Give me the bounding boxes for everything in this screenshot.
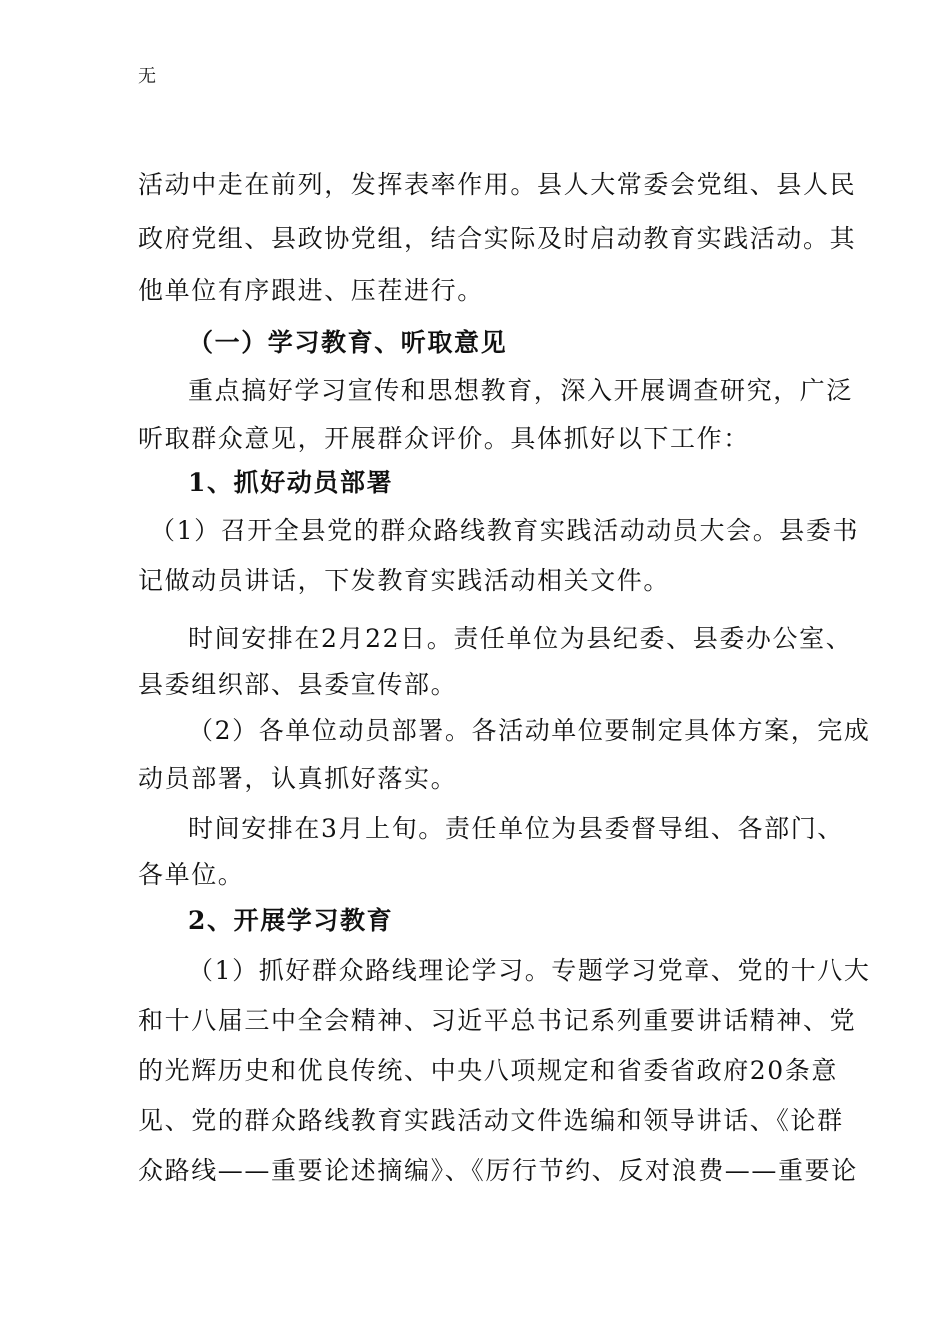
body-line: 县委组织部、县委宣传部。 <box>138 670 458 699</box>
body-line: 各单位。 <box>138 860 245 889</box>
body-line: 政府党组、县政协党组，结合实际及时启动教育实践活动。其 <box>138 224 857 253</box>
body-line: （1）召开全县党的群众路线教育实践活动动员大会。县委书 <box>150 516 860 545</box>
body-line: 时间安排在2月22日。责任单位为县纪委、县委办公室、 <box>188 624 853 653</box>
body-line: 听取群众意见，开展群众评价。具体抓好以下工作： <box>138 424 750 453</box>
body-line: （2）各单位动员部署。各活动单位要制定具体方案，完成 <box>188 716 871 745</box>
body-line: 和十八届三中全会精神、习近平总书记系列重要讲话精神、党 <box>138 1006 857 1035</box>
body-line: 众路线——重要论述摘编》、《厉行节约、反对浪费——重要论 <box>138 1156 858 1185</box>
body-line: 见、党的群众路线教育实践活动文件选编和领导讲话、《论群 <box>138 1106 844 1135</box>
body-line: 他单位有序跟进、压茬进行。 <box>138 276 484 305</box>
header-mark: 无 <box>138 66 156 87</box>
body-line: 动员部署，认真抓好落实。 <box>138 764 458 793</box>
body-line: 时间安排在3月上旬。责任单位为县委督导组、各部门、 <box>188 814 844 843</box>
body-line: 记做动员讲话，下发教育实践活动相关文件。 <box>138 566 671 595</box>
body-line: 活动中走在前列，发挥表率作用。县人大常委会党组、县人民 <box>138 170 857 199</box>
body-line: （1）抓好群众路线理论学习。专题学习党章、党的十八大 <box>188 956 871 985</box>
subsection-heading: 1、抓好动员部署 <box>188 468 394 497</box>
subsection-heading: 2、开展学习教育 <box>188 906 394 935</box>
body-line: 重点搞好学习宣传和思想教育，深入开展调查研究，广泛 <box>188 376 854 405</box>
body-line: 的光辉历史和优良传统、中央八项规定和省委省政府20条意 <box>138 1056 839 1085</box>
section-heading: （一）学习教育、听取意见 <box>188 328 508 357</box>
